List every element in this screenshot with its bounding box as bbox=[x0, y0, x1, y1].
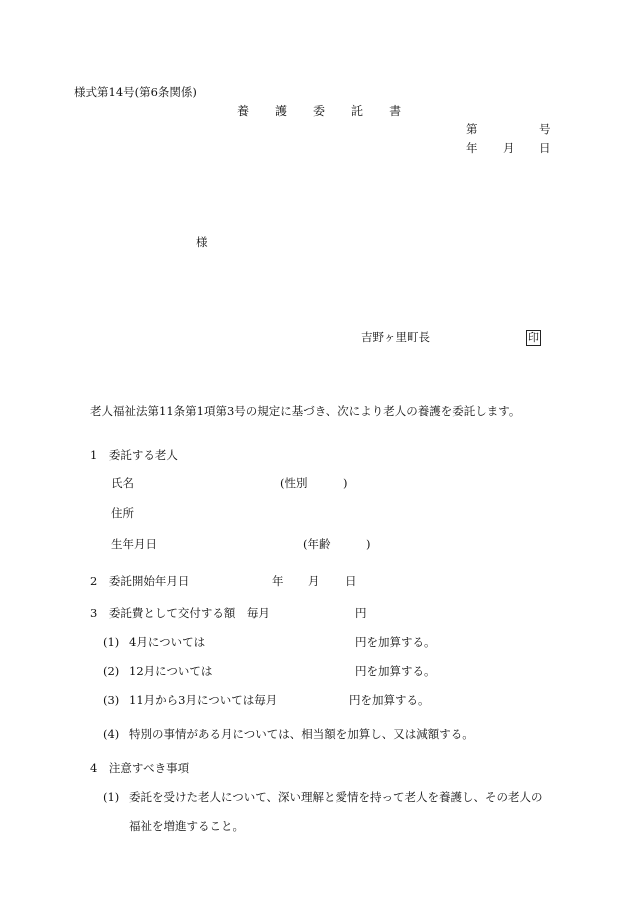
item-text: 委託を受けた老人について、深い理解と愛情を持って老人を養護し、その老人の bbox=[129, 790, 543, 804]
issuer-name: 吉野ヶ里町長 bbox=[361, 330, 430, 344]
item-number: (1) bbox=[103, 790, 120, 804]
title-char: 養 bbox=[237, 104, 250, 118]
item-tail: 円を加算する。 bbox=[349, 693, 430, 707]
addressee-suffix: 様 bbox=[196, 235, 208, 249]
item-number: (4) bbox=[103, 727, 120, 741]
sex-label: (性別 bbox=[280, 476, 308, 490]
section3-heading: 3 委託費として交付する額 毎月 bbox=[90, 606, 270, 620]
title-char: 書 bbox=[389, 104, 402, 118]
title-char: 託 bbox=[351, 104, 364, 118]
item-text: 特別の事情がある月については、相当額を加算し、又は減額する。 bbox=[129, 727, 474, 741]
item-text: 11月から3月については毎月 bbox=[129, 693, 278, 707]
doc-number-prefix: 第 bbox=[466, 122, 478, 136]
form-label: 様式第14号(第6条関係) bbox=[74, 85, 197, 99]
item-tail: 円を加算する。 bbox=[355, 664, 436, 678]
item-text: 12月については bbox=[129, 664, 213, 678]
age-label: (年齢 bbox=[303, 537, 331, 551]
seal-mark bbox=[526, 330, 541, 346]
item-number: (3) bbox=[103, 693, 120, 707]
start-day: 日 bbox=[345, 574, 357, 588]
intro-text: 老人福祉法第11条第1項第3号の規定に基づき、次により老人の養護を委託します。 bbox=[90, 404, 521, 418]
name-label: 氏名 bbox=[111, 476, 134, 490]
document-title bbox=[237, 104, 401, 119]
item-number: (2) bbox=[103, 664, 120, 678]
item-continuation: 福祉を増進すること。 bbox=[129, 819, 244, 833]
date-month: 月 bbox=[503, 141, 515, 155]
section4-heading: 4 注意すべき事項 bbox=[90, 761, 190, 775]
birth-label: 生年月日 bbox=[111, 537, 157, 551]
start-year: 年 bbox=[272, 574, 284, 588]
start-month: 月 bbox=[308, 574, 320, 588]
section1-heading: 1 委託する老人 bbox=[90, 448, 178, 462]
age-close: ) bbox=[366, 537, 371, 551]
title-char: 護 bbox=[275, 104, 288, 118]
doc-number-suffix: 号 bbox=[539, 122, 551, 136]
seal-text: 印 bbox=[528, 331, 539, 344]
sex-close: ) bbox=[343, 476, 348, 490]
section2-heading: 2 委託開始年月日 bbox=[90, 574, 190, 588]
date-year: 年 bbox=[466, 141, 478, 155]
monthly-yen: 円 bbox=[355, 606, 367, 620]
item-text: 4月については bbox=[129, 635, 206, 649]
item-number: (1) bbox=[103, 635, 120, 649]
item-tail: 円を加算する。 bbox=[355, 635, 436, 649]
title-char: 委 bbox=[313, 104, 326, 118]
date-day: 日 bbox=[539, 141, 551, 155]
address-label: 住所 bbox=[111, 506, 134, 520]
